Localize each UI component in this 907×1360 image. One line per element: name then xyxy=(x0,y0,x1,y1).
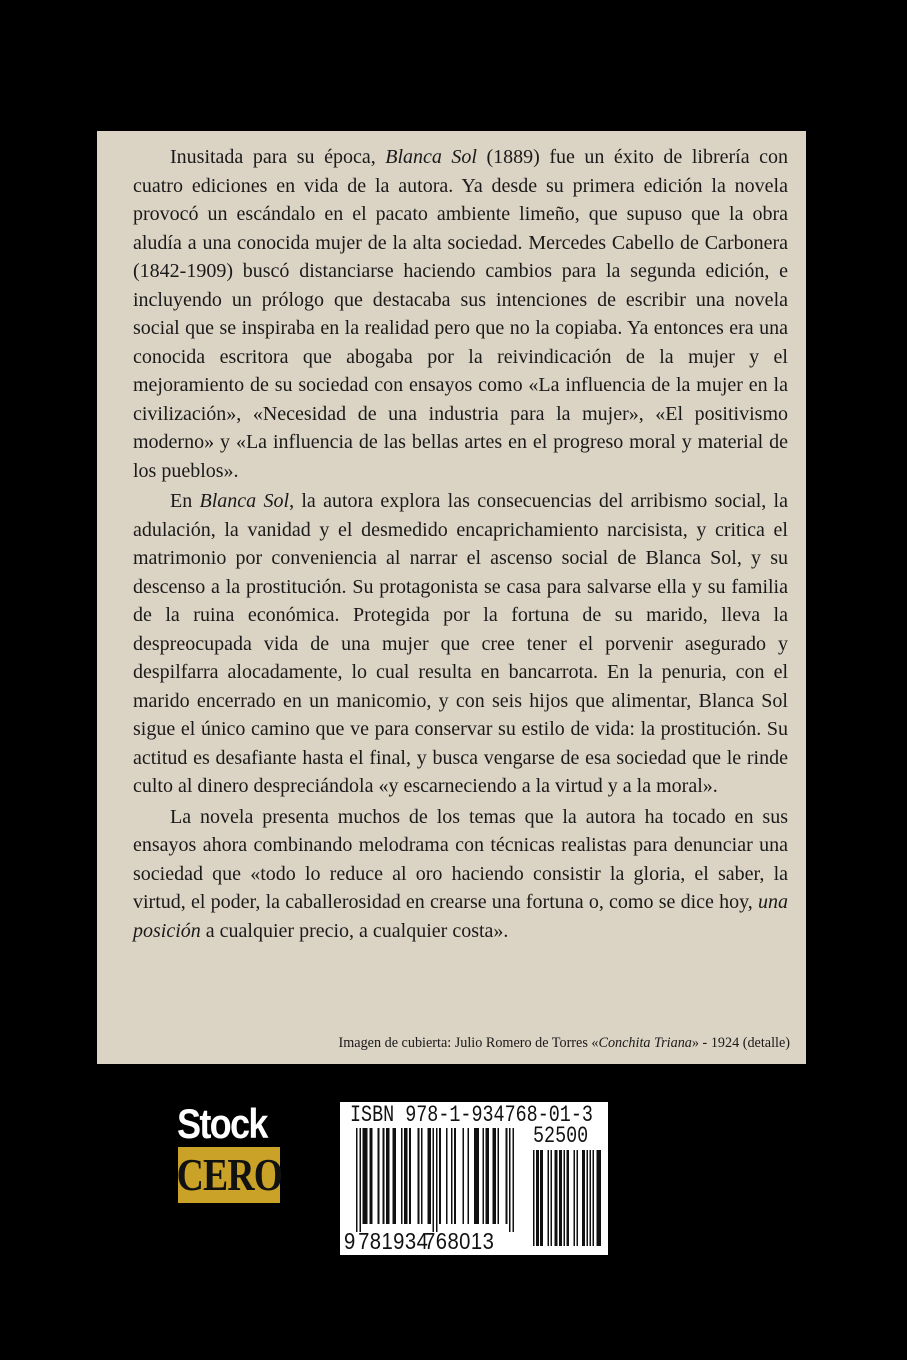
barcode-bar xyxy=(462,1128,464,1224)
addon-bar xyxy=(592,1150,593,1246)
credit-run-2: » - 1924 (detalle) xyxy=(691,1035,790,1051)
publisher-logo xyxy=(176,1100,282,1203)
description-panel xyxy=(97,131,806,1064)
barcode-bar xyxy=(486,1128,488,1224)
addon-bar xyxy=(600,1150,601,1246)
barcode-bar xyxy=(388,1128,390,1224)
addon-bar xyxy=(556,1150,557,1246)
description-paragraph-1 xyxy=(133,143,788,485)
paragraph-3-run-0: La novela presenta muchos de los temas que la autora ha tocado en sus ensayos ahora combinando melodrama con técnicas realistas para denunciar una sociedad que «todo lo reduce al oro haciendo consistir la gloria, el saber, la virtud, el poder, la caballerosidad en crearse una fortuna o, como se dice hoy, xyxy=(133,805,788,913)
barcode-bar xyxy=(363,1128,365,1224)
barcode-bar xyxy=(428,1128,430,1224)
barcode-bar xyxy=(477,1128,479,1224)
publisher-logo-cero-box xyxy=(178,1147,280,1203)
barcode-bar xyxy=(436,1128,438,1232)
barcode-bar xyxy=(439,1128,441,1224)
ean-right-digits: 768013 xyxy=(424,1228,495,1254)
barcode-bar xyxy=(474,1128,476,1224)
credit-run-1: Conchita Triana xyxy=(598,1035,692,1051)
addon-bar xyxy=(550,1150,551,1246)
isbn-label: ISBN 978-1-934768-01-3 xyxy=(350,1102,593,1128)
publisher-logo-cero: CERO xyxy=(176,1149,282,1200)
barcode-bar xyxy=(418,1128,420,1224)
addon-bar xyxy=(563,1150,564,1246)
barcode-bar xyxy=(394,1128,396,1224)
addon-bar xyxy=(589,1150,590,1246)
barcode-bar xyxy=(492,1128,494,1224)
barcode-bar xyxy=(509,1128,511,1232)
barcode-bar xyxy=(454,1128,456,1224)
barcode-bar xyxy=(487,1128,489,1224)
barcode-bar xyxy=(359,1128,361,1232)
paragraph-1-run-2: (1889) fue un éxito de librería con cuatro ediciones en vida de la autora. Ya desde su primera edición la novela provocó un escándalo en el pacato ambiente limeño, que supuso que la obra aludía a una conocida mujer de la alta sociedad. Mercedes Cabello de Carbonera (1842-1909) buscó distanciarse haciendo cambios para la segunda edición, e incluyendo un prólogo que destacaba sus intenciones de escribir una novela social que se inspiraba en la realidad pero que no la copiaba. Ya entonces era una conocida escritora que abogaba por la reivindicación de la mujer y el mejoramiento de su sociedad con ensayos como «La influencia de la mujer en la civilización», «Necesidad de una industria para la mujer», «El positivismo moderno» y «La influencia de las bellas artes en el progreso moral y material de los pueblos». xyxy=(133,146,788,482)
ean13-bars xyxy=(356,1128,514,1232)
addon-bar xyxy=(540,1150,541,1246)
paragraph-3-run-2: a cualquier precio, a cualquier costa». xyxy=(200,919,509,942)
barcode-bar xyxy=(451,1128,453,1224)
addon-bar xyxy=(537,1150,538,1246)
credit-run-0: Imagen de cubierta: Julio Romero de Torres « xyxy=(338,1035,599,1051)
barcode-bar xyxy=(497,1128,499,1224)
addon-bar xyxy=(560,1150,561,1246)
barcode-bar xyxy=(364,1128,366,1224)
addon-bar xyxy=(574,1150,575,1246)
paragraph-1-run-0: Inusitada para su época, xyxy=(170,146,386,168)
barcode-bar xyxy=(406,1128,408,1224)
addon-bar xyxy=(566,1150,567,1246)
paragraph-2-run-1: Blanca Sol xyxy=(199,490,290,512)
addon-bar xyxy=(533,1150,534,1246)
addon-bar xyxy=(587,1150,588,1246)
paragraph-1-run-1: Blanca Sol xyxy=(385,146,477,168)
paragraph-2-run-0: En xyxy=(170,490,200,512)
price-addon-code: 52500 xyxy=(533,1123,589,1149)
barcode-bar xyxy=(429,1128,431,1224)
ean-first-digit: 9 xyxy=(344,1228,356,1254)
publisher-logo-stock: Stock xyxy=(177,1100,267,1147)
barcode-bar xyxy=(494,1128,496,1224)
barcode-bar xyxy=(393,1128,395,1224)
addon-bar xyxy=(559,1150,560,1246)
description-text xyxy=(133,143,788,945)
barcode-bar xyxy=(421,1128,423,1224)
barcode-bar xyxy=(506,1128,508,1224)
barcode-bar xyxy=(378,1128,380,1224)
barcode-bar xyxy=(404,1128,406,1224)
barcode-bar xyxy=(467,1128,469,1224)
addon-bar xyxy=(597,1150,598,1246)
addon-bar xyxy=(555,1150,556,1246)
barcode-bar xyxy=(369,1128,371,1224)
barcode-bar xyxy=(476,1128,478,1224)
barcode-bar xyxy=(482,1128,484,1224)
paragraph-2-run-2: , la autora explora las consecuencias del arribismo social, la adulación, la vanidad y el desmedido encaprichamiento narcisista, y critica el matrimonio por conveniencia al narrar el ascenso social de Blanca Sol, y su descenso a la prostitución. Su protagonista se casa para salvarse ella y su familia de la ruina económica. Protegida por la fortuna de su marido, lleva la despreocupada vida de una mujer que cree tener el porvenir asegurado y despilfarra alocadamente, lo cual resulta en bancarrota. En la penuria, con el marido encerrado en un manicomio, y con seis hijos que alimentar, Blanca Sol sigue el único camino que ve para conservar su estilo de vida: la prostitución. Su actitud es desafiante hasta el final, y busca vengarse de esa sociedad que le rinde culto al dinero despreciándola «y escarneciendo a la virtud y a la moral». xyxy=(133,490,788,797)
addon-bar xyxy=(584,1150,585,1246)
barcode-bar xyxy=(356,1128,358,1232)
barcode-bar xyxy=(386,1128,388,1224)
addon-bar xyxy=(542,1150,543,1246)
addon-bar xyxy=(536,1150,537,1246)
barcode-bar xyxy=(366,1128,368,1224)
barcode-bar xyxy=(446,1128,448,1224)
addon-bar xyxy=(568,1150,569,1246)
addon-bar xyxy=(598,1150,599,1246)
ean-left-digits: 781934 xyxy=(358,1228,429,1254)
isbn-barcode xyxy=(340,1102,608,1255)
barcode-bar xyxy=(409,1128,411,1224)
barcode-bar xyxy=(433,1128,435,1232)
addon-bar xyxy=(547,1150,548,1246)
description-paragraph-3 xyxy=(133,803,788,946)
barcode-bar xyxy=(512,1128,514,1232)
paragraph-3-run-1: una posición xyxy=(133,891,788,942)
addon-bars xyxy=(533,1150,601,1246)
cover-image-credit xyxy=(339,1035,790,1052)
barcode-bar xyxy=(383,1128,385,1224)
barcode-bar xyxy=(401,1128,403,1224)
addon-bar xyxy=(582,1150,583,1246)
description-paragraph-2 xyxy=(133,487,788,801)
addon-bar xyxy=(576,1150,577,1246)
barcode-bar xyxy=(371,1128,373,1224)
